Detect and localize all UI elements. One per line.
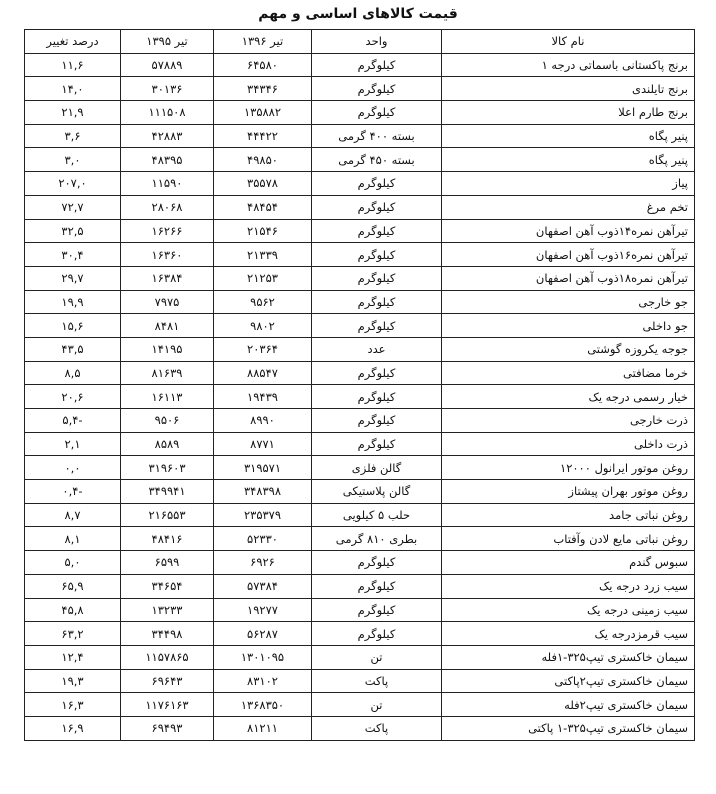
cell-unit: بسته ۴۵۰ گرمی: [312, 148, 442, 172]
cell-unit: بسته ۴۰۰ گرمی: [312, 124, 442, 148]
cell-tir95: ۳۴۹۹۴۱: [121, 480, 214, 504]
cell-tir96: ۸۷۷۱: [214, 432, 312, 456]
cell-tir96: ۱۳۶۸۳۵۰: [214, 693, 312, 717]
cell-name: ذرت داخلی: [442, 432, 695, 456]
table-row: [25, 551, 695, 575]
cell-unit: بطری ۸۱۰ گرمی: [312, 527, 442, 551]
cell-change: ۱۴,۰: [25, 77, 121, 101]
cell-tir96: ۳۴۳۴۶: [214, 77, 312, 101]
header-name: نام کالا: [442, 30, 695, 54]
cell-tir96: ۴۹۸۵۰: [214, 148, 312, 172]
cell-tir96: ۵۷۳۸۴: [214, 574, 312, 598]
table-row: [25, 266, 695, 290]
table-row: [25, 195, 695, 219]
cell-change: ۸,۱: [25, 527, 121, 551]
cell-tir96: ۸۳۱۰۲: [214, 669, 312, 693]
cell-name: تیرآهن نمره۱۶ذوب آهن اصفهان: [442, 243, 695, 267]
table-row: [25, 361, 695, 385]
cell-name: جوجه یکروزه گوشتی: [442, 337, 695, 361]
cell-change: ۲۰۷,۰: [25, 172, 121, 196]
cell-name: پنیر پگاه: [442, 148, 695, 172]
cell-change: ۸,۷: [25, 503, 121, 527]
cell-name: سیمان خاکستری تیپ۳۲۵-۱فله: [442, 645, 695, 669]
cell-tir95: ۱۱۵۹۰: [121, 172, 214, 196]
cell-tir96: ۸۱۲۱۱: [214, 716, 312, 740]
cell-change: ۸,۵: [25, 361, 121, 385]
cell-name: برنج پاکستانی باسماتی درجه ۱: [442, 53, 695, 77]
cell-tir95: ۹۵۰۶: [121, 409, 214, 433]
cell-unit: کیلوگرم: [312, 409, 442, 433]
cell-name: تیرآهن نمره۱۸ذوب آهن اصفهان: [442, 266, 695, 290]
cell-tir96: ۲۳۵۳۷۹: [214, 503, 312, 527]
cell-name: سیمان خاکستری تیپ۲فله: [442, 693, 695, 717]
header-row: [25, 30, 695, 54]
cell-tir95: ۱۴۱۹۵: [121, 337, 214, 361]
cell-unit: کیلوگرم: [312, 101, 442, 125]
cell-name: سیب زمینی درجه یک: [442, 598, 695, 622]
cell-change: ۳,۶: [25, 124, 121, 148]
cell-change: ۳,۰: [25, 148, 121, 172]
cell-unit: عدد: [312, 337, 442, 361]
cell-tir95: ۶۵۹۹: [121, 551, 214, 575]
cell-tir96: ۸۹۹۰: [214, 409, 312, 433]
cell-tir95: ۴۸۳۹۵: [121, 148, 214, 172]
cell-change: ۲,۱: [25, 432, 121, 456]
cell-tir96: ۲۱۳۳۹: [214, 243, 312, 267]
table-row: [25, 693, 695, 717]
cell-tir96: ۶۴۵۸۰: [214, 53, 312, 77]
cell-change: ۱۱,۶: [25, 53, 121, 77]
table-row: [25, 219, 695, 243]
cell-name: تیرآهن نمره۱۴ذوب آهن اصفهان: [442, 219, 695, 243]
cell-change: ۱۶,۹: [25, 716, 121, 740]
table-row: [25, 669, 695, 693]
cell-unit: حلب ۵ کیلویی: [312, 503, 442, 527]
cell-tir95: ۲۱۶۵۵۳: [121, 503, 214, 527]
cell-name: سیب زرد درجه یک: [442, 574, 695, 598]
cell-change: ۱۶,۳: [25, 693, 121, 717]
cell-change: ۶۵,۹: [25, 574, 121, 598]
header-tir96: تیر ۱۳۹۶: [214, 30, 312, 54]
cell-tir95: ۱۱۵۷۸۶۵: [121, 645, 214, 669]
cell-tir95: ۳۰۱۳۶: [121, 77, 214, 101]
cell-unit: پاکت: [312, 669, 442, 693]
cell-tir95: ۷۹۷۵: [121, 290, 214, 314]
cell-change: ۱۹,۳: [25, 669, 121, 693]
cell-tir95: ۸۴۸۱: [121, 314, 214, 338]
cell-name: جو داخلی: [442, 314, 695, 338]
cell-name: سبوس گندم: [442, 551, 695, 575]
table-row: [25, 77, 695, 101]
cell-name: روغن نباتی جامد: [442, 503, 695, 527]
table-row: [25, 503, 695, 527]
cell-name: جو خارجی: [442, 290, 695, 314]
cell-tir95: ۶۹۶۴۳: [121, 669, 214, 693]
table-title: قیمت کالاهای اساسی و مهم: [258, 6, 458, 22]
cell-unit: کیلوگرم: [312, 266, 442, 290]
cell-tir95: ۱۱۱۵۰۸: [121, 101, 214, 125]
table-row: [25, 101, 695, 125]
cell-unit: کیلوگرم: [312, 53, 442, 77]
cell-unit: کیلوگرم: [312, 598, 442, 622]
table-row: [25, 409, 695, 433]
table-row: [25, 385, 695, 409]
cell-tir96: ۵۶۲۸۷: [214, 622, 312, 646]
cell-name: برنج طارم اعلا: [442, 101, 695, 125]
table-row: [25, 243, 695, 267]
table-row: [25, 314, 695, 338]
cell-name: خرما مضافتی: [442, 361, 695, 385]
cell-tir95: ۱۶۲۶۶: [121, 219, 214, 243]
cell-tir96: ۶۹۲۶: [214, 551, 312, 575]
cell-tir95: ۱۶۱۱۳: [121, 385, 214, 409]
cell-tir96: ۱۳۵۸۸۲: [214, 101, 312, 125]
cell-unit: کیلوگرم: [312, 385, 442, 409]
cell-change: ۱۵,۶: [25, 314, 121, 338]
cell-unit: کیلوگرم: [312, 77, 442, 101]
table-row: [25, 148, 695, 172]
cell-unit: کیلوگرم: [312, 622, 442, 646]
cell-name: ذرت خارجی: [442, 409, 695, 433]
header-change: درصد تغییر: [25, 30, 121, 54]
cell-tir95: ۸۵۸۹: [121, 432, 214, 456]
table-row: [25, 53, 695, 77]
cell-tir96: ۹۵۶۲: [214, 290, 312, 314]
header-tir95: تیر ۱۳۹۵: [121, 30, 214, 54]
cell-change: ۴۳,۵: [25, 337, 121, 361]
cell-tir96: ۵۲۳۳۰: [214, 527, 312, 551]
cell-tir96: ۹۸۰۲: [214, 314, 312, 338]
cell-tir95: ۳۱۹۶۰۳: [121, 456, 214, 480]
cell-unit: گالن فلزی: [312, 456, 442, 480]
cell-name: خیار رسمی درجه یک: [442, 385, 695, 409]
cell-tir95: ۱۳۲۳۳: [121, 598, 214, 622]
table-row: [25, 574, 695, 598]
cell-tir95: ۴۸۴۱۶: [121, 527, 214, 551]
cell-unit: پاکت: [312, 716, 442, 740]
cell-name: پیاز: [442, 172, 695, 196]
cell-change: ۲۹,۷: [25, 266, 121, 290]
cell-change: ۵,۰: [25, 551, 121, 575]
table-row: [25, 527, 695, 551]
table-row: [25, 456, 695, 480]
cell-change: ۳۲,۵: [25, 219, 121, 243]
cell-tir96: ۳۱۹۵۷۱: [214, 456, 312, 480]
table-row: [25, 645, 695, 669]
cell-unit: تن: [312, 693, 442, 717]
cell-tir96: ۲۰۳۶۴: [214, 337, 312, 361]
cell-name: روغن موتور ایرانول ۱۲۰۰۰: [442, 456, 695, 480]
cell-unit: کیلوگرم: [312, 243, 442, 267]
price-table: [24, 29, 695, 741]
cell-unit: کیلوگرم: [312, 432, 442, 456]
cell-unit: کیلوگرم: [312, 361, 442, 385]
cell-tir95: ۴۲۸۸۳: [121, 124, 214, 148]
cell-tir96: ۳۴۸۳۹۸: [214, 480, 312, 504]
table-row: [25, 598, 695, 622]
cell-name: برنج تایلندی: [442, 77, 695, 101]
cell-tir96: ۴۸۴۵۴: [214, 195, 312, 219]
table-row: [25, 480, 695, 504]
cell-change: ۶۳,۲: [25, 622, 121, 646]
cell-tir95: ۸۱۶۳۹: [121, 361, 214, 385]
cell-tir95: ۲۸۰۶۸: [121, 195, 214, 219]
cell-tir96: ۲۱۲۵۳: [214, 266, 312, 290]
cell-unit: تن: [312, 645, 442, 669]
table-row: [25, 290, 695, 314]
cell-unit: کیلوگرم: [312, 551, 442, 575]
cell-unit: کیلوگرم: [312, 314, 442, 338]
table-row: [25, 172, 695, 196]
cell-tir95: ۶۹۴۹۳: [121, 716, 214, 740]
cell-change: ۴۵,۸: [25, 598, 121, 622]
table-row: [25, 432, 695, 456]
cell-unit: کیلوگرم: [312, 195, 442, 219]
cell-tir96: ۸۸۵۴۷: [214, 361, 312, 385]
cell-tir96: ۳۵۵۷۸: [214, 172, 312, 196]
cell-name: روغن نباتی مایع لادن وآفتاب: [442, 527, 695, 551]
cell-unit: کیلوگرم: [312, 574, 442, 598]
cell-change: ۱۹,۹: [25, 290, 121, 314]
cell-name: پنیر پگاه: [442, 124, 695, 148]
cell-name: سیب قرمزدرجه یک: [442, 622, 695, 646]
table-row: [25, 124, 695, 148]
cell-tir96: ۴۴۴۲۲: [214, 124, 312, 148]
cell-tir95: ۱۱۷۶۱۶۳: [121, 693, 214, 717]
table-row: [25, 337, 695, 361]
table-row: [25, 716, 695, 740]
cell-unit: کیلوگرم: [312, 172, 442, 196]
cell-change: ۲۰,۶: [25, 385, 121, 409]
cell-unit: گالن پلاستیکی: [312, 480, 442, 504]
cell-name: روغن موتور بهران پیشتاز: [442, 480, 695, 504]
header-unit: واحد: [312, 30, 442, 54]
cell-change: ۲۱,۹: [25, 101, 121, 125]
cell-change: ۰,۰: [25, 456, 121, 480]
cell-unit: کیلوگرم: [312, 290, 442, 314]
cell-name: تخم مرغ: [442, 195, 695, 219]
cell-tir95: ۵۷۸۸۹: [121, 53, 214, 77]
cell-tir96: ۲۱۵۴۶: [214, 219, 312, 243]
cell-tir95: ۱۶۳۶۰: [121, 243, 214, 267]
cell-name: سیمان خاکستری تیپ۲پاکتی: [442, 669, 695, 693]
cell-tir96: ۱۹۲۷۷: [214, 598, 312, 622]
cell-tir96: ۱۳۰۱۰۹۵: [214, 645, 312, 669]
cell-name: سیمان خاکستری تیپ۳۲۵-۱ پاکتی: [442, 716, 695, 740]
cell-tir95: ۱۶۳۸۴: [121, 266, 214, 290]
cell-tir95: ۳۴۶۵۴: [121, 574, 214, 598]
cell-change: -۰,۴: [25, 480, 121, 504]
table-body: [25, 53, 695, 740]
cell-change: ۱۲,۴: [25, 645, 121, 669]
cell-change: -۵,۴: [25, 409, 121, 433]
table-row: [25, 622, 695, 646]
cell-unit: کیلوگرم: [312, 219, 442, 243]
cell-tir96: ۱۹۴۳۹: [214, 385, 312, 409]
cell-change: ۷۲,۷: [25, 195, 121, 219]
cell-tir95: ۳۴۴۹۸: [121, 622, 214, 646]
cell-change: ۳۰,۴: [25, 243, 121, 267]
